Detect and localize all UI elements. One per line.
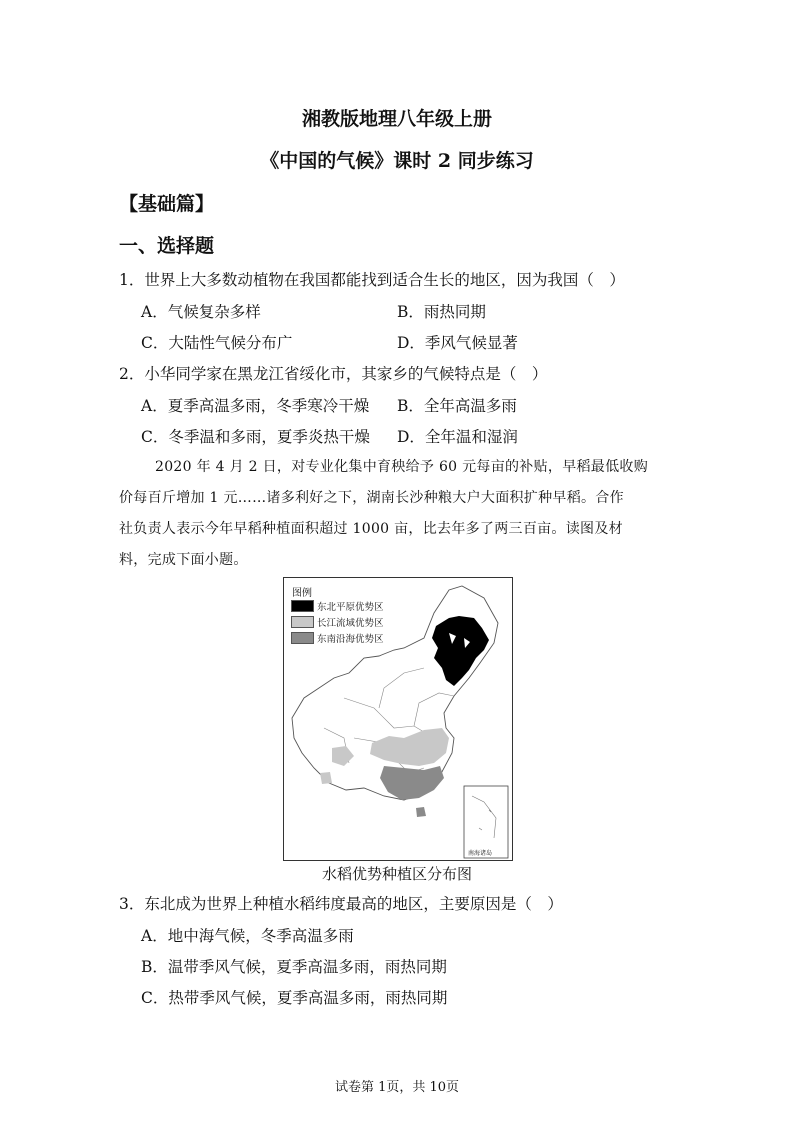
material-line-4: 料，完成下面小题。 bbox=[119, 552, 248, 568]
map-caption: 水稻优势种植区分布图 bbox=[321, 865, 472, 883]
doc-subtitle: 《中国的气候》课时 2 同步练习 bbox=[260, 150, 534, 172]
question-3-option-b: B．温带季风气候，夏季高温多雨，雨热同期 bbox=[141, 958, 447, 976]
question-1-option-b: B．雨热同期 bbox=[397, 303, 486, 321]
legend-label-southeast: 东南沿海优势区 bbox=[317, 634, 384, 645]
china-outline-map bbox=[284, 578, 512, 860]
question-3-option-a: A．地中海气候，冬季高温多雨 bbox=[141, 927, 354, 945]
section-basic: 【基础篇】 bbox=[119, 193, 215, 215]
doc-title: 湘教版地理八年级上册 bbox=[301, 108, 492, 130]
question-1-option-d: D．季风气候显著 bbox=[397, 334, 518, 352]
material-line-2: 价每百斤增加 1 元……诸多利好之下，湖南长沙种粮大户大面积扩种早稻。合作 bbox=[119, 490, 624, 506]
section-choice: 一、选择题 bbox=[119, 235, 215, 257]
rice-map-figure bbox=[283, 577, 513, 861]
question-1-option-a: A．气候复杂多样 bbox=[141, 303, 261, 321]
material-line-3: 社负责人表示今年早稻种植面积超过 1000 亩，比去年多了两三百亩。读图及材 bbox=[119, 521, 623, 537]
question-3-stem: 3．东北成为世界上种植水稻纬度最高的地区，主要原因是（ ） bbox=[119, 895, 563, 913]
question-2-option-b: B．全年高温多雨 bbox=[397, 397, 517, 415]
page-footer: 试卷第 1页，共 10页 bbox=[334, 1080, 460, 1095]
question-2-option-c: C．冬季温和多雨，夏季炎热干燥 bbox=[141, 428, 370, 446]
yangtze-rice-region bbox=[370, 728, 449, 766]
question-2-option-a: A．夏季高温多雨，冬季寒冷干燥 bbox=[141, 397, 370, 415]
southeast-rice-region bbox=[380, 766, 444, 800]
legend-label-yangtze: 长江流域优势区 bbox=[317, 618, 384, 629]
material-line-1: 2020 年 4 月 2 日，对专业化集中育秧给予 60 元每亩的补贴，早稻最低收购 bbox=[155, 459, 649, 475]
question-2-stem: 2．小华同学家在黑龙江省绥化市，其家乡的气候特点是（ ） bbox=[119, 365, 548, 383]
question-1-option-c: C．大陆性气候分布广 bbox=[141, 334, 293, 352]
map-legend-title: 图例 bbox=[292, 588, 312, 599]
question-3-option-c: C．热带季风气候，夏季高温多雨，雨热同期 bbox=[141, 989, 448, 1007]
northeast-rice-region bbox=[432, 616, 489, 686]
legend-label-northeast: 东北平原优势区 bbox=[317, 602, 384, 613]
question-1-stem: 1．世界上大多数动植物在我国都能找到适合生长的地区，因为我国（ ） bbox=[119, 271, 625, 289]
question-2-option-d: D．全年温和湿润 bbox=[397, 428, 518, 446]
inset-label: 南海诸岛 bbox=[468, 850, 493, 857]
